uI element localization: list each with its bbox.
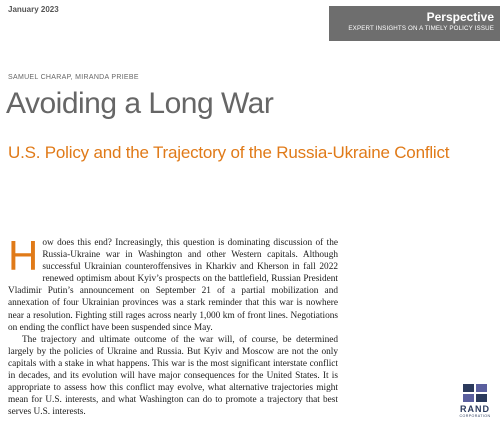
article-subtitle: U.S. Policy and the Trajectory of the Russia-Ukraine Conflict (8, 143, 450, 162)
rand-mark-icon (461, 382, 489, 404)
series-banner (329, 6, 500, 41)
article-body (8, 232, 338, 418)
authors: SAMUEL CHARAP, MIRANDA PRIEBE (8, 74, 139, 81)
paragraph-1 (8, 232, 338, 334)
paragraph-2: The trajectory and ultimate outcome of the war will, of course, be determined largely by the policies of Ukraine and Russia. But Kyiv and Moscow are not the only capitals with a stake in what happens. This war is the most significant interstate conflict in decades, and its evolution will have major consequences for the United States. It is appropriate to assess how this conflict may evolve, what alternative trajectories might mean for U.S. interests, and what Washington can do to promote a trajectory that best serves U.S. interests. (8, 334, 338, 418)
drop-cap: H (8, 232, 39, 279)
series-title: Perspective (426, 10, 494, 24)
series-subtitle: EXPERT INSIGHTS ON A TIMELY POLICY ISSUE (348, 25, 494, 32)
rand-tagline: CORPORATION (459, 414, 491, 418)
rand-wordmark: RAND (460, 404, 490, 414)
publication-date: January 2023 (8, 5, 59, 14)
article-title: Avoiding a Long War (6, 87, 274, 120)
rand-logo (455, 382, 495, 420)
paragraph-1-text: ow does this end? Increasingly, this question is dominating discussion of the Russia-Ukraine war in Washington and other Western capitals. Although successful Ukrainian counteroffensives in Kharkiv and Kherson in fall 2022 renewed optimism about Kyiv’s prospects on the battlefield, Russian President Vladimir Putin’s announcement on September 21 of a partial mobilization and annexation of four Ukrainian provinces was a stark reminder that this war is nowhere near a resolution. Fighting still rages across nearly 1,000 km of front lines. Negotiations on ending the conflict have been suspended since May. (8, 238, 338, 333)
